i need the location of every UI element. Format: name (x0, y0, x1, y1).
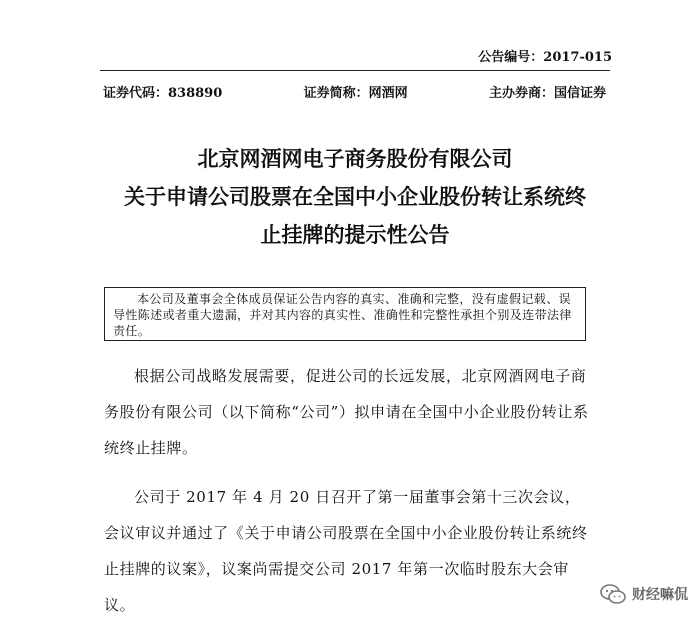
wechat-icon (600, 584, 626, 604)
title-line-2: 关于申请公司股票在全国中小企业股份转让系统终 (124, 185, 586, 209)
sponsor: 主办券商：国信证券 (488, 86, 606, 101)
title-line-3: 止挂牌的提示性公告 (260, 223, 450, 247)
security-abbr: 证券简称：网酒网 (303, 86, 408, 101)
title-line-1: 北京网酒网电子商务股份有限公司 (197, 147, 513, 171)
announcement-title (100, 140, 610, 254)
security-code: 证券代码：838890 (103, 86, 223, 101)
watermark (600, 584, 688, 604)
header-divider (100, 70, 610, 71)
disclaimer-text: 本公司及董事会全体成员保证公告内容的真实、准确和完整，没有虚假记载、误导性陈述或者重大遗漏，并对其内容的真实性、准确性和完整性承担个别及连带法律责任。 (113, 292, 572, 338)
watermark-text: 财经嘛侃 (632, 587, 688, 603)
disclaimer-box (104, 287, 586, 341)
body-paragraph-1: 根据公司战略发展需要，促进公司的长远发展，北京网酒网电子商务股份有限公司（以下简称“公司”）拟申请在全国中小企业股份转让系统终止挂牌。 (104, 367, 589, 457)
header-meta (103, 82, 606, 101)
doc-number: 公告编号：2017-015 (478, 50, 612, 65)
body-paragraph-2: 公司于 2017 年 4 月 20 日召开了第一届董事会第十三次会议，会议审议并通过了《关于申请公司股票在全国中小企业股份转让系统终止挂牌的议案》，议案尚需提交公司 2017 年第一次临时股东大会审议。 (104, 488, 588, 614)
